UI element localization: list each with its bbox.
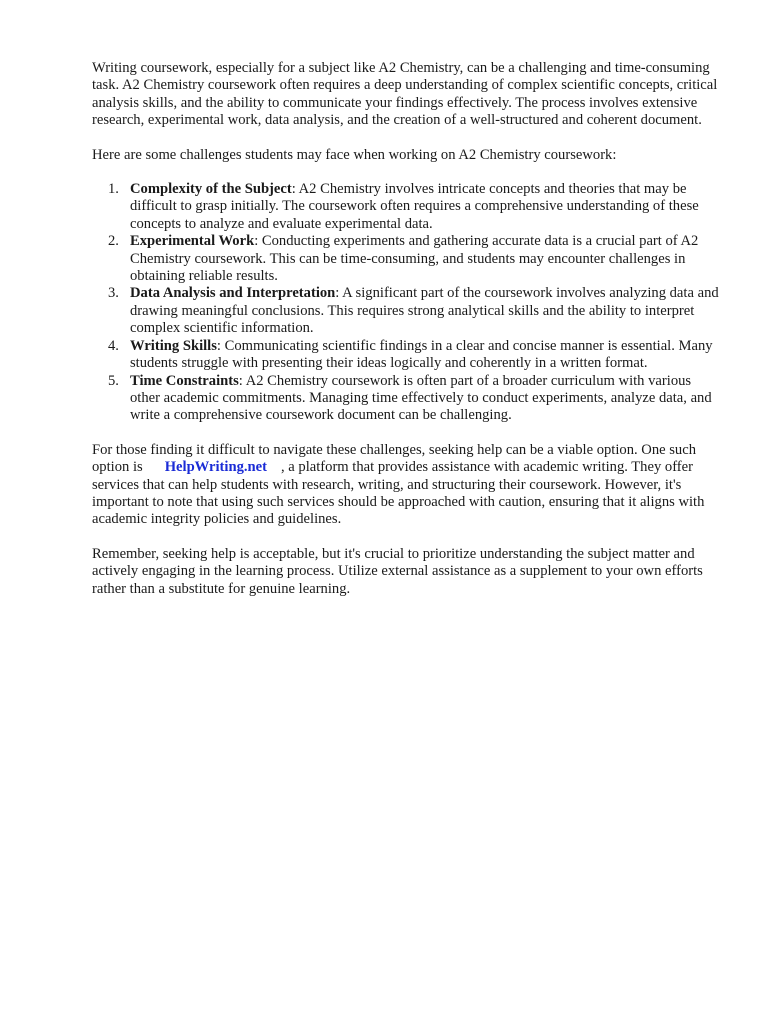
list-item-term: Complexity of the Subject (130, 181, 292, 198)
list-item-text: : A significant part of the coursework involves analyzing data and drawing meaningful conclusions. This requires strong analytical skills and the ability to interpret complex scientific information. (130, 285, 719, 337)
list-item-term: Experimental Work (130, 233, 255, 250)
help-paragraph (92, 442, 724, 529)
list-item-body (130, 338, 724, 373)
document-page (92, 60, 724, 615)
list-item (92, 373, 724, 425)
list-item-number: 1. (108, 181, 119, 198)
list-item (92, 233, 724, 285)
list-item-number: 3. (108, 285, 119, 302)
intro-paragraph: Writing coursework, especially for a subject like A2 Chemistry, can be a challenging and time-consuming task. A2 Chemistry coursework often requires a deep understanding of complex scientific concepts, critical analysis skills, and the ability to communicate your findings effectively. The process involves extensive research, experimental work, data analysis, and the creation of a well-structured and coherent document. (92, 60, 718, 129)
list-item (92, 285, 724, 337)
list-item-body (130, 285, 724, 337)
list-item-number: 4. (108, 337, 119, 354)
help-text-after: , a platform that provides assistance with academic writing. They offer services that can help students with research, writing, and structuring their coursework. However, it's important to note that using such services should be approached with caution, ensuring that it aligns with academic integrity policies and guidelines. (92, 459, 705, 528)
challenges-lead-paragraph: Here are some challenges students may face when working on A2 Chemistry coursework: (92, 146, 617, 163)
list-item-text: : Conducting experiments and gathering accurate data is a crucial part of A2 Chemistry coursework. This can be time-consuming, and students may encounter challenges in obtaining reliable results. (130, 233, 699, 285)
helpwriting-link[interactable]: HelpWriting.net (164, 459, 267, 476)
list-item-text: : A2 Chemistry involves intricate concepts and theories that may be difficult to grasp initially. The coursework often requires a comprehensive understanding of these concepts to analyze and evaluate experimental data. (130, 181, 699, 232)
list-item-body (130, 233, 724, 285)
list-item-term: Writing Skills (130, 337, 217, 354)
closing-paragraph: Remember, seeking help is acceptable, but it's crucial to prioritize understanding the subject matter and actively engaging in the learning process. Utilize external assistance as a supplement to your own efforts rather than a substitute for genuine learning. (92, 545, 703, 597)
list-item-number: 2. (108, 233, 119, 250)
list-item-text: : Communicating scientific findings in a clear and concise manner is essential. Many students struggle with presenting their ideas logically and coherently in a written format. (130, 337, 713, 372)
list-item-body (130, 373, 724, 425)
list-item-text: : A2 Chemistry coursework is often part of a broader curriculum with various other academic commitments. Managing time effectively to conduct experiments, analyze data, and write a comprehensive coursework document can be challenging. (130, 372, 712, 424)
challenges-list (92, 181, 724, 425)
list-item-number: 5. (108, 372, 119, 389)
list-item (92, 181, 724, 233)
help-text-before: For those finding it difficult to navigate these challenges, seeking help can be a viable option. One such option is (92, 441, 696, 476)
list-item-term: Data Analysis and Interpretation (130, 285, 336, 302)
list-item-term: Time Constraints (130, 372, 239, 389)
list-item-body (130, 181, 724, 233)
list-item (92, 338, 724, 373)
